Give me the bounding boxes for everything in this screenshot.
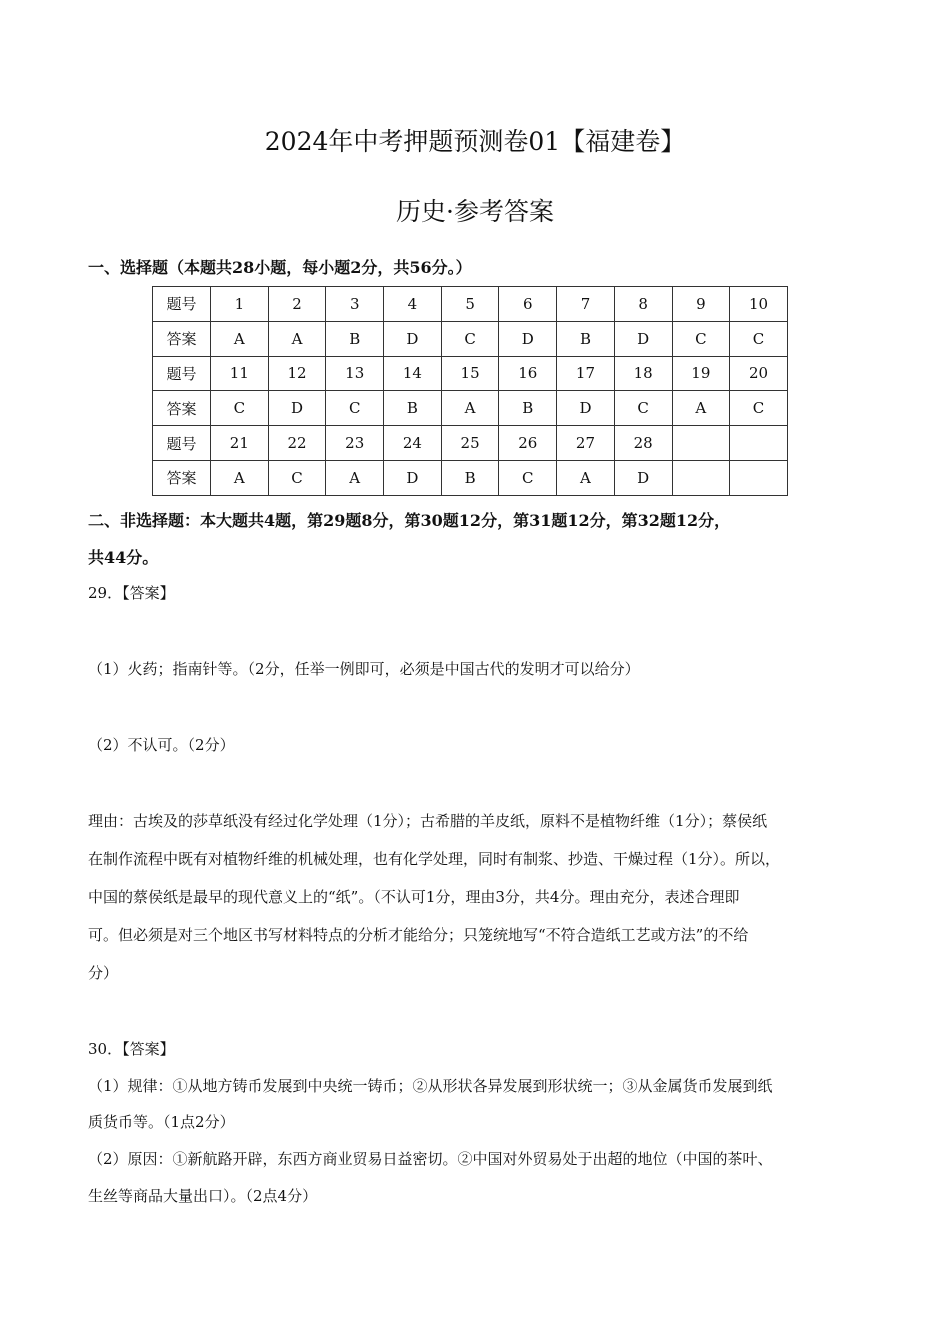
q30-label: 30．【答案】	[88, 1040, 175, 1058]
q29-reason-line: 在制作流程中既有对植物纤维的机械处理，也有化学处理，同时有制浆、抄造、干燥过程（1分）。所以，	[88, 850, 781, 868]
table-cell: A	[672, 391, 730, 426]
table-cell: D	[268, 391, 326, 426]
table-cell: 7	[557, 287, 615, 322]
table-cell	[672, 460, 730, 495]
table-cell: B	[326, 321, 384, 356]
q30-line: （2）原因：①新航路开辟，东西方商业贸易日益密切。②中国对外贸易处于出超的地位（中国的茶叶、	[88, 1150, 773, 1168]
table-cell	[672, 426, 730, 461]
table-cell: 23	[326, 426, 384, 461]
q29-reason-line: 可。但必须是对三个地区书写材料特点的分析才能给分；只笼统地写“不符合造纸工艺或方法”的不给	[88, 926, 749, 944]
table-cell: 18	[614, 356, 672, 391]
row-label: 答案	[153, 460, 211, 495]
table-cell: 17	[557, 356, 615, 391]
table-cell: 20	[730, 356, 788, 391]
table-cell: A	[326, 460, 384, 495]
document-subtitle: 历史·参考答案	[396, 197, 554, 226]
answer-table	[152, 286, 788, 496]
table-cell: 13	[326, 356, 384, 391]
q29-reason-line: 分）	[88, 964, 119, 982]
table-cell: 5	[441, 287, 499, 322]
table-row	[153, 426, 788, 461]
table-cell: A	[211, 460, 269, 495]
table-cell: 2	[268, 287, 326, 322]
table-cell: 4	[384, 287, 442, 322]
table-cell: D	[614, 460, 672, 495]
row-label: 题号	[153, 426, 211, 461]
table-cell: 28	[614, 426, 672, 461]
table-row	[153, 287, 788, 322]
table-cell: 3	[326, 287, 384, 322]
section2-heading-line1: 二、非选择题：本大题共4题，第29题8分，第30题12分，第31题12分，第32题12分，	[88, 511, 731, 530]
table-cell: 22	[268, 426, 326, 461]
table-cell: C	[441, 321, 499, 356]
table-cell: 1	[211, 287, 269, 322]
q29-reason-line: 中国的蔡侯纸是最早的现代意义上的“纸”。（不认可1分，理由3分，共4分。理由充分，表述合理即	[88, 888, 740, 906]
table-cell: 21	[211, 426, 269, 461]
table-cell: C	[268, 460, 326, 495]
table-cell: C	[211, 391, 269, 426]
table-cell: D	[499, 321, 557, 356]
q30-line: （1）规律：①从地方铸币发展到中央统一铸币；②从形状各异发展到形状统一；③从金属货币发展到纸	[88, 1077, 773, 1095]
q29-label: 29．【答案】	[88, 584, 175, 602]
q30-line: 质货币等。（1点2分）	[88, 1113, 235, 1131]
table-cell: C	[672, 321, 730, 356]
row-label: 答案	[153, 391, 211, 426]
table-cell: 15	[441, 356, 499, 391]
table-cell: C	[730, 391, 788, 426]
table-row	[153, 391, 788, 426]
table-row	[153, 321, 788, 356]
table-cell: 11	[211, 356, 269, 391]
table-cell: B	[441, 460, 499, 495]
table-cell: D	[614, 321, 672, 356]
section1-heading: 一、选择题（本题共28小题，每小题2分，共56分。）	[88, 258, 472, 277]
table-cell: B	[384, 391, 442, 426]
table-cell: 16	[499, 356, 557, 391]
table-cell	[730, 426, 788, 461]
table-cell: A	[441, 391, 499, 426]
section2-heading-line2: 共44分。	[88, 548, 159, 567]
row-label: 答案	[153, 321, 211, 356]
table-cell: A	[268, 321, 326, 356]
table-cell: C	[499, 460, 557, 495]
table-cell: C	[614, 391, 672, 426]
table-cell: D	[384, 321, 442, 356]
table-cell: 24	[384, 426, 442, 461]
table-cell: 26	[499, 426, 557, 461]
table-cell: 12	[268, 356, 326, 391]
table-cell: 25	[441, 426, 499, 461]
q29-reason-line: 理由：古埃及的莎草纸没有经过化学处理（1分）；古希腊的羊皮纸，原料不是植物纤维（1分）；蔡侯纸	[88, 812, 768, 830]
q29-part2: （2）不认可。（2分）	[88, 736, 235, 754]
table-cell: B	[499, 391, 557, 426]
table-cell: D	[384, 460, 442, 495]
table-cell: C	[730, 321, 788, 356]
table-row	[153, 356, 788, 391]
table-cell: 27	[557, 426, 615, 461]
q29-part1: （1）火药；指南针等。（2分，任举一例即可，必须是中国古代的发明才可以给分）	[88, 660, 640, 678]
table-cell	[730, 460, 788, 495]
table-cell: A	[557, 460, 615, 495]
table-cell: 19	[672, 356, 730, 391]
table-cell: 14	[384, 356, 442, 391]
table-cell: D	[557, 391, 615, 426]
table-cell: A	[211, 321, 269, 356]
table-cell: 9	[672, 287, 730, 322]
table-cell: B	[557, 321, 615, 356]
table-cell: 10	[730, 287, 788, 322]
row-label: 题号	[153, 287, 211, 322]
document-title: 2024年中考押题预测卷01【福建卷】	[264, 127, 686, 156]
row-label: 题号	[153, 356, 211, 391]
table-cell: C	[326, 391, 384, 426]
table-cell: 6	[499, 287, 557, 322]
q30-line: 生丝等商品大量出口）。（2点4分）	[88, 1187, 318, 1205]
table-row	[153, 460, 788, 495]
table-cell: 8	[614, 287, 672, 322]
